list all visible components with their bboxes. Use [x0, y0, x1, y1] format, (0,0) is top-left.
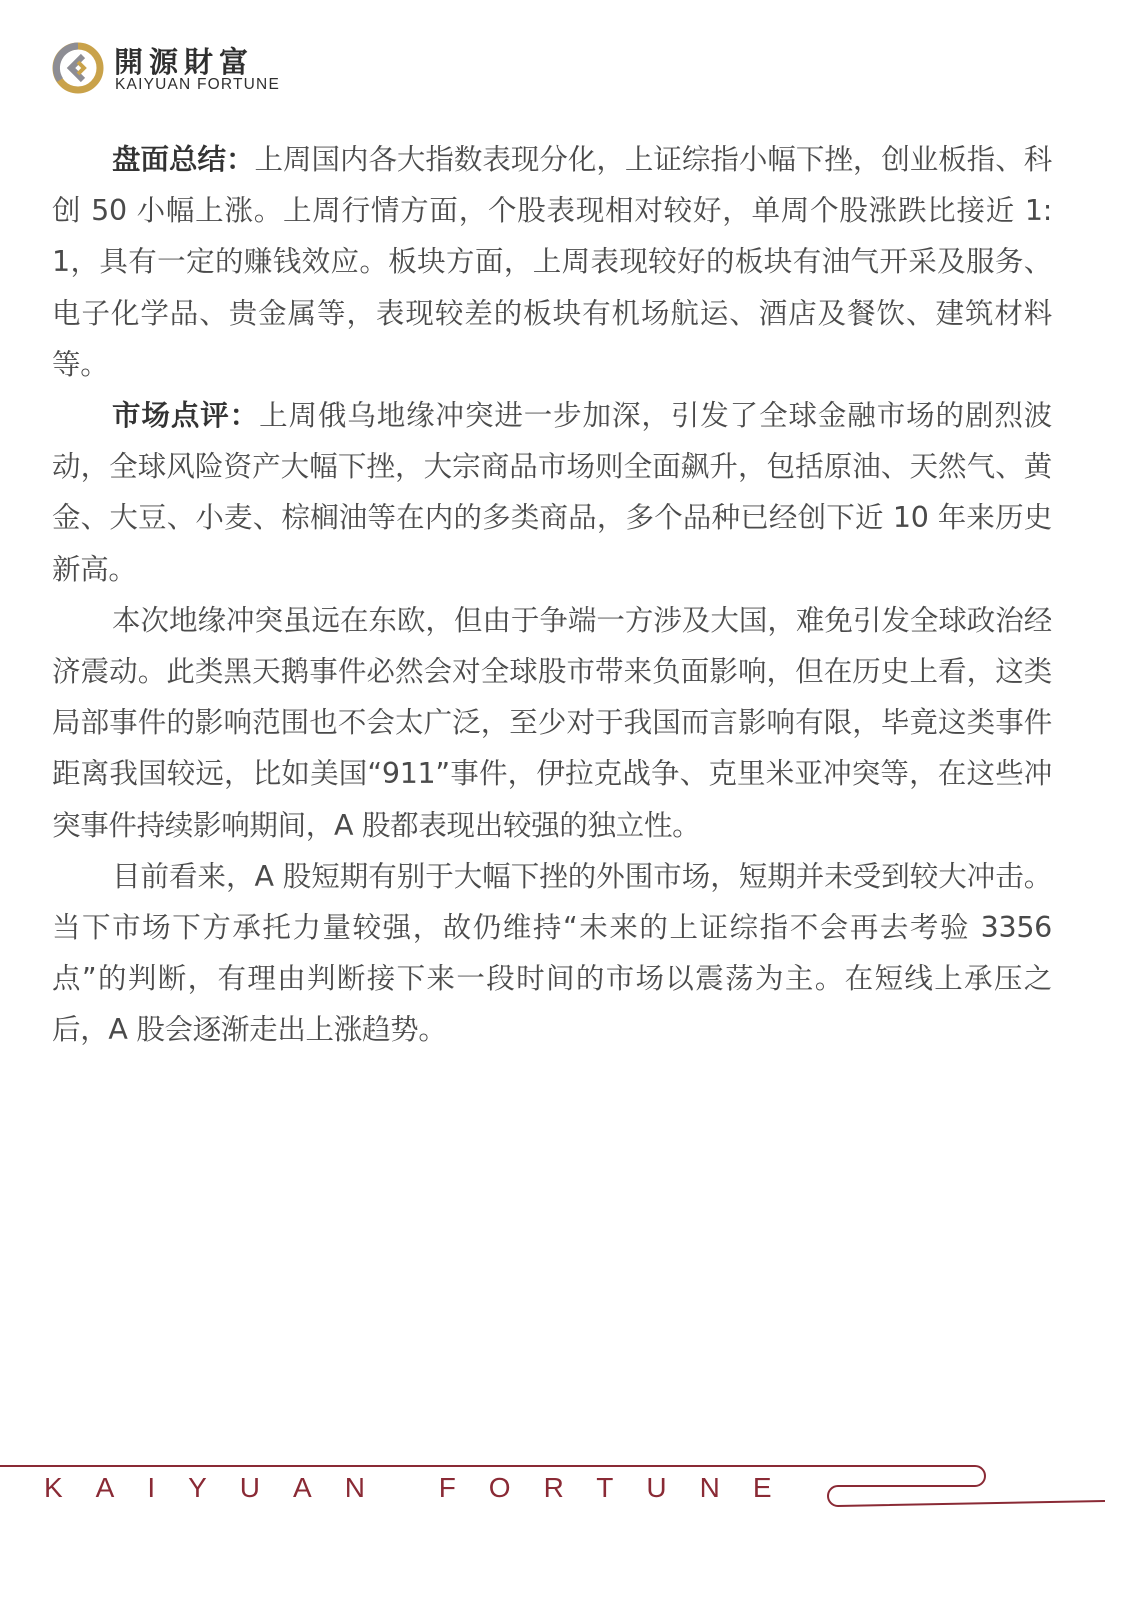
logo-chinese-name: 開源財富 [114, 45, 255, 79]
paragraph-geopolitics [52, 595, 1052, 851]
paragraph-market-summary [52, 134, 1052, 390]
footer-brand-text: KAIYUAN FORTUNE [44, 1472, 805, 1503]
kaiyuan-logo-icon [52, 42, 104, 94]
paragraph-outlook [52, 851, 1052, 1056]
paragraph-market-comment [52, 390, 1052, 595]
paragraph-label: 盘面总结： [112, 143, 255, 176]
paragraph-text: 上周国内各大指数表现分化，上证综指小幅下挫，创业板指、科创 50 小幅上涨。上周行情方面，个股表现相对较好，单周个股涨跌比接近 1:1，具有一定的赚钱效应。板块方面，上周表现较好的板块有油气开采及服务、电子化学品、贵金属等，表现较差的板块有机场航运、酒店及餐饮、建筑材料等。 [52, 143, 1052, 381]
paragraph-label: 市场点评： [112, 399, 260, 433]
paragraph-text: 本次地缘冲突虽远在东欧，但由于争端一方涉及大国，难免引发全球政治经济震动。此类黑天鹅事件必然会对全球股市带来负面影响，但在历史上看，这类局部事件的影响范围也不会太广泛，至少对于我国而言影响有限，毕竟这类事件距离我国较远，比如美国“911”事件，伊拉克战争、克里米亚冲突等，在这些冲突事件持续影响期间，A 股都表现出较强的独立性。 [52, 603, 1052, 842]
paragraph-text: 目前看来，A 股短期有别于大幅下挫的外围市场，短期并未受到较大冲击。当下市场下方承托力量较强，故仍维持“未来的上证综指不会再去考验 3356 点”的判断，有理由判断接下来一段时间的市场以震荡为主。在短线上承压之后，A 股会逐渐走出上涨趋势。 [52, 859, 1052, 1047]
company-logo [52, 40, 292, 100]
paragraph-text: 上周俄乌地缘冲突进一步加深，引发了全球金融市场的剧烈波动，全球风险资产大幅下挫，大宗商品市场则全面飙升，包括原油、天然气、黄金、大豆、小麦、棕榈油等在内的多类商品，多个品种已经创下近 10 年来历史新高。 [52, 399, 1052, 586]
logo-english-name: KAIYUAN FORTUNE [115, 76, 280, 93]
report-body [52, 134, 1052, 1056]
